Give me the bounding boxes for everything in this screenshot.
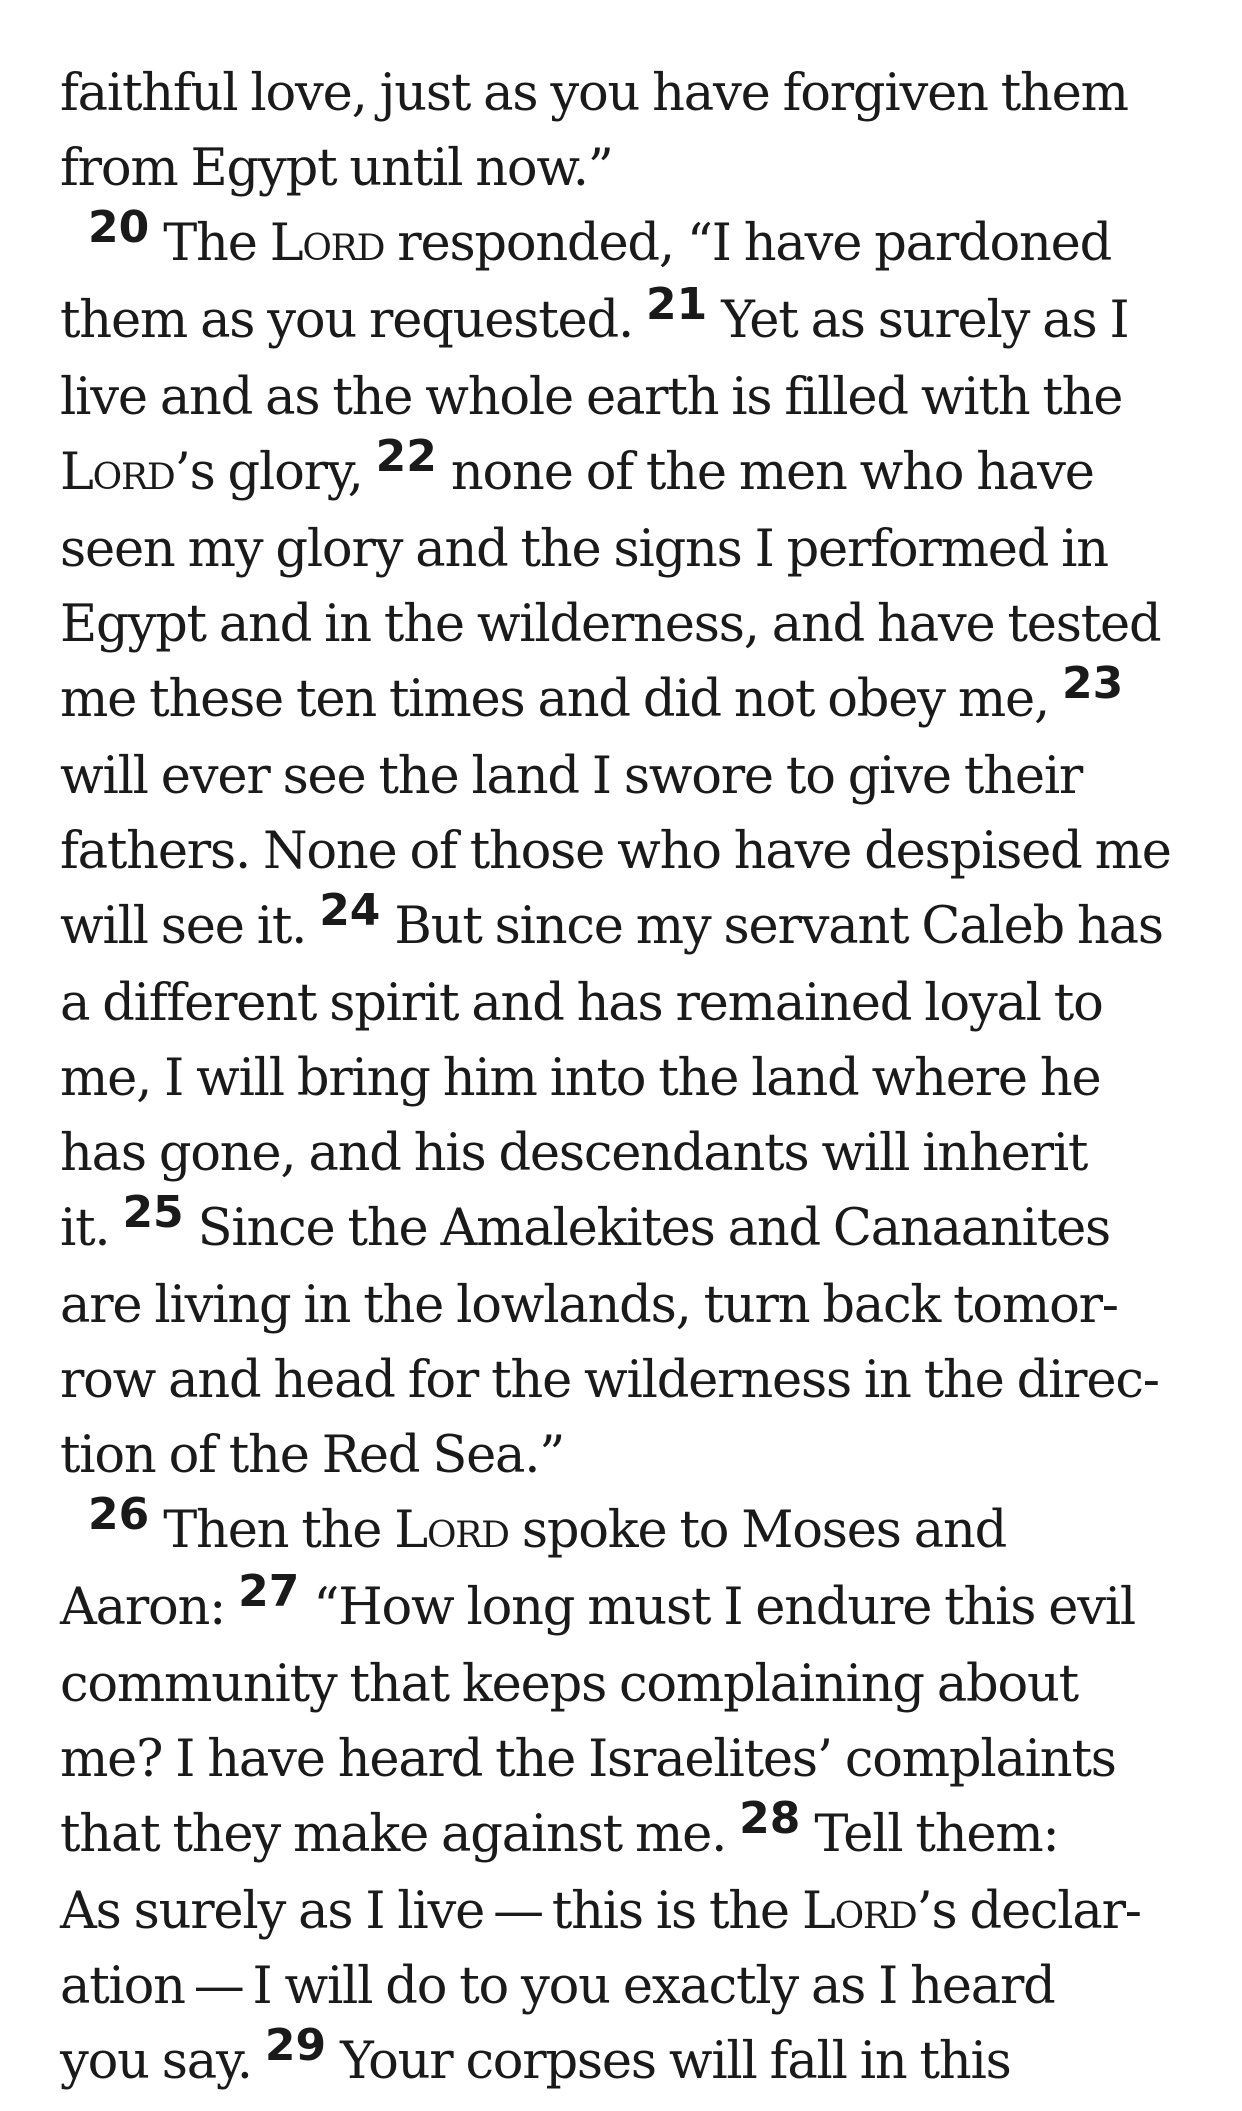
verse-text: The <box>163 214 270 273</box>
verse-text: responded, “I have pardoned <box>384 214 1112 273</box>
verse-number-26[interactable]: 26 <box>88 1489 150 1540</box>
verse-text: Yet as surely as I <box>721 291 1129 350</box>
verse-number-21[interactable]: 21 <box>646 279 708 330</box>
verse-text: Tell them: <box>814 1805 1059 1864</box>
divine-name: Lord <box>269 214 385 273</box>
verse-number-22[interactable]: 22 <box>375 431 437 482</box>
verse-text: will see it. <box>60 897 320 956</box>
verse-text: “How long must I endure this evil <box>313 1578 1136 1637</box>
verse-text: that they make against me. <box>60 1805 740 1864</box>
verse-text: them as you requested. <box>60 291 647 350</box>
divine-name: Lord <box>394 1501 509 1560</box>
text-line: ation — I will do to you exactly as I heard <box>60 1957 1055 2016</box>
scripture-reader <box>60 56 1190 2101</box>
text-line: Egypt and in the wilderness, and have tested <box>60 595 1161 654</box>
text-line: faithful love, just as you have forgiven them <box>60 64 1128 123</box>
text-line: will ever see the land I swore to give their <box>60 747 1083 806</box>
text-line: community that keeps complaining about <box>60 1655 1078 1714</box>
divine-name: Lord <box>801 1882 917 1941</box>
verse-text: ’s glory, <box>174 443 376 502</box>
verse-number-25[interactable]: 25 <box>122 1187 184 1238</box>
verse-text: me these ten times and did not obey me, <box>60 670 1063 729</box>
verse-text: Aaron: <box>60 1578 239 1637</box>
text-line: has gone, and his descendants will inherit <box>60 1124 1088 1183</box>
verse-text: Then the <box>163 1501 395 1560</box>
text-line <box>60 1874 1190 1949</box>
verse-number-23[interactable]: 23 <box>1062 658 1124 709</box>
verse-text: But since my servant Caleb has <box>394 897 1163 956</box>
text-line <box>60 279 1190 360</box>
verse-number-24[interactable]: 24 <box>319 885 381 936</box>
text-line <box>60 2020 1190 2101</box>
text-line <box>60 202 1190 283</box>
text-line: seen my glory and the signs I performed in <box>60 520 1108 579</box>
verse-text: ’s declar- <box>916 1882 1141 1941</box>
text-line: from Egypt until now.” <box>60 139 613 198</box>
verse-number-28[interactable]: 28 <box>739 1793 801 1844</box>
verse-number-20[interactable]: 20 <box>88 202 150 253</box>
verse-number-27[interactable]: 27 <box>238 1566 300 1617</box>
verse-text: it. <box>60 1199 123 1258</box>
text-line: are living in the lowlands, turn back tomor- <box>60 1276 1118 1335</box>
verse-text: Since the Amalekites and Canaanites <box>197 1199 1111 1258</box>
text-line: me, I will bring him into the land where he <box>60 1049 1101 1108</box>
verse-number-29[interactable]: 29 <box>264 2020 327 2071</box>
text-line: row and head for the wilderness in the direc- <box>60 1351 1159 1410</box>
text-line <box>60 431 1190 512</box>
text-line: a different spirit and has remained loyal to <box>60 974 1103 1033</box>
text-line <box>60 658 1190 739</box>
text-line: live and as the whole earth is filled with the <box>60 368 1123 427</box>
verse-text: As surely as I live — this is the <box>60 1882 802 1941</box>
text-line: fathers. None of those who have despised me <box>60 822 1171 881</box>
text-line <box>60 1187 1190 1268</box>
text-line <box>60 1489 1190 1570</box>
text-line <box>60 885 1190 966</box>
text-line: me? I have heard the Israelites’ complaints <box>60 1730 1116 1789</box>
verse-text: you say. <box>60 2032 265 2091</box>
verse-text: none of the men who have <box>450 443 1094 502</box>
divine-name: Lord <box>60 443 175 502</box>
text-line <box>60 1793 1190 1874</box>
verse-text: spoke to Moses and <box>508 1501 1007 1560</box>
text-line: tion of the Red Sea.” <box>60 1426 565 1485</box>
verse-text: Your corpses will fall in this <box>340 2032 1011 2091</box>
text-line <box>60 1566 1190 1647</box>
